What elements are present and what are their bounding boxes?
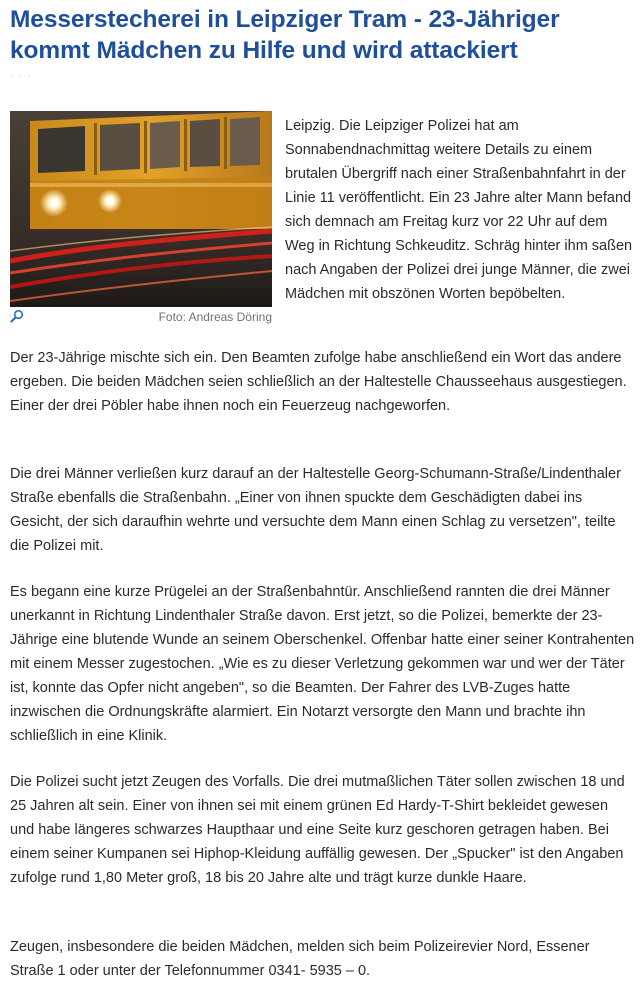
image-caption: Foto: Andreas Döring: [158, 310, 272, 324]
body-paragraph-5: Zeugen, insbesondere die beiden Mädchen, melden sich beim Polizeirevier Nord, Essener Straße 1 oder unter der Telefonnummer 0341- 5935 – 0.: [10, 939, 590, 979]
body-paragraph-2: Die drei Männer verließen kurz darauf an der Haltestelle Georg-Schumann-Straße/Lindenthaler Straße ebenfalls die Straßenbahn. „Einer von ihnen spuckte dem Geschädigten dabei ins Gesicht, der sich daraufhin wehrte und versuchte dem Mann einen Schlag zu versetzen", teilte die Polizei mit.: [10, 466, 621, 554]
lead-paragraph: Leipzig. Die Leipziger Polizei hat am Sonnabendnachmittag weitere Details zu einem brutalen Übergriff nach einer Straßenbahnfahrt in der Linie 11 veröffentlicht. Ein 23 Jahre alter Mann befand sich demnach am Freitag kurz vor 22 Uhr auf dem Weg in Richtung Schkeuditz. Schräg hinter ihm saßen nach Angaben der Polizei drei junge Männer, die zwei Mädchen mit obszönen Worten bepöbelten.: [285, 118, 633, 302]
body-paragraph-4: Die Polizei sucht jetzt Zeugen des Vorfalls. Die drei mutmaßlichen Täter sollen zwischen 18 und 25 Jahren alt sein. Einer von ihnen sei mit einem grünen Ed Hardy-T-Shirt bekleidet gewesen und habe längeres schwarzes Haupthaar und eine Seite kurz geschoren getragen haben. Bei einem seiner Kumpanen sei Hiphop-Kleidung auffällig gewesen. Der „Spucker" ist den Angaben zufolge rund 1,80 Meter groß, 18 bis 20 Jahre alte und trägt kurze dunkle Haare.: [10, 774, 625, 886]
article-figure: [10, 111, 272, 327]
tram-photo-illustration: [10, 111, 272, 307]
divider: · · ·: [10, 70, 33, 82]
article-headline: Messerstecherei in Leipziger Tram - 23-Jähriger kommt Mädchen zu Hilfe und wird attackiert: [10, 6, 560, 64]
body-paragraph-1: Der 23-Jährige mischte sich ein. Den Beamten zufolge habe anschließend ein Wort das andere ergeben. Die beiden Mädchen seien schließlich an der Haltestelle Chausseehaus ausgestiegen. Einer der drei Pöbler habe ihnen noch ein Feuerzeug nachgeworfen.: [10, 350, 627, 414]
tram-photo[interactable]: [10, 111, 272, 307]
magnifier-icon[interactable]: [10, 309, 24, 323]
body-paragraph-3: Es begann eine kurze Prügelei an der Straßenbahntür. Anschließend rannten die drei Männer unerkannt in Richtung Lindenthaler Straße davon. Erst jetzt, so die Polizei, bemerkte der 23-Jährige eine blutende Wunde an seinem Oberschenkel. Offenbar hatte einer seiner Kontrahenten mit einem Messer zugestochen. „Wie es zu dieser Verletzung gekommen war und wer der Täter ist, konnte das Opfer nicht angeben", so die Beamten. Der Fahrer des LVB-Zuges hatte inzwischen die Ordnungskräfte alarmiert. Ein Notarzt versorgte den Mann und brachte ihn schließlich in eine Klinik.: [10, 584, 635, 744]
